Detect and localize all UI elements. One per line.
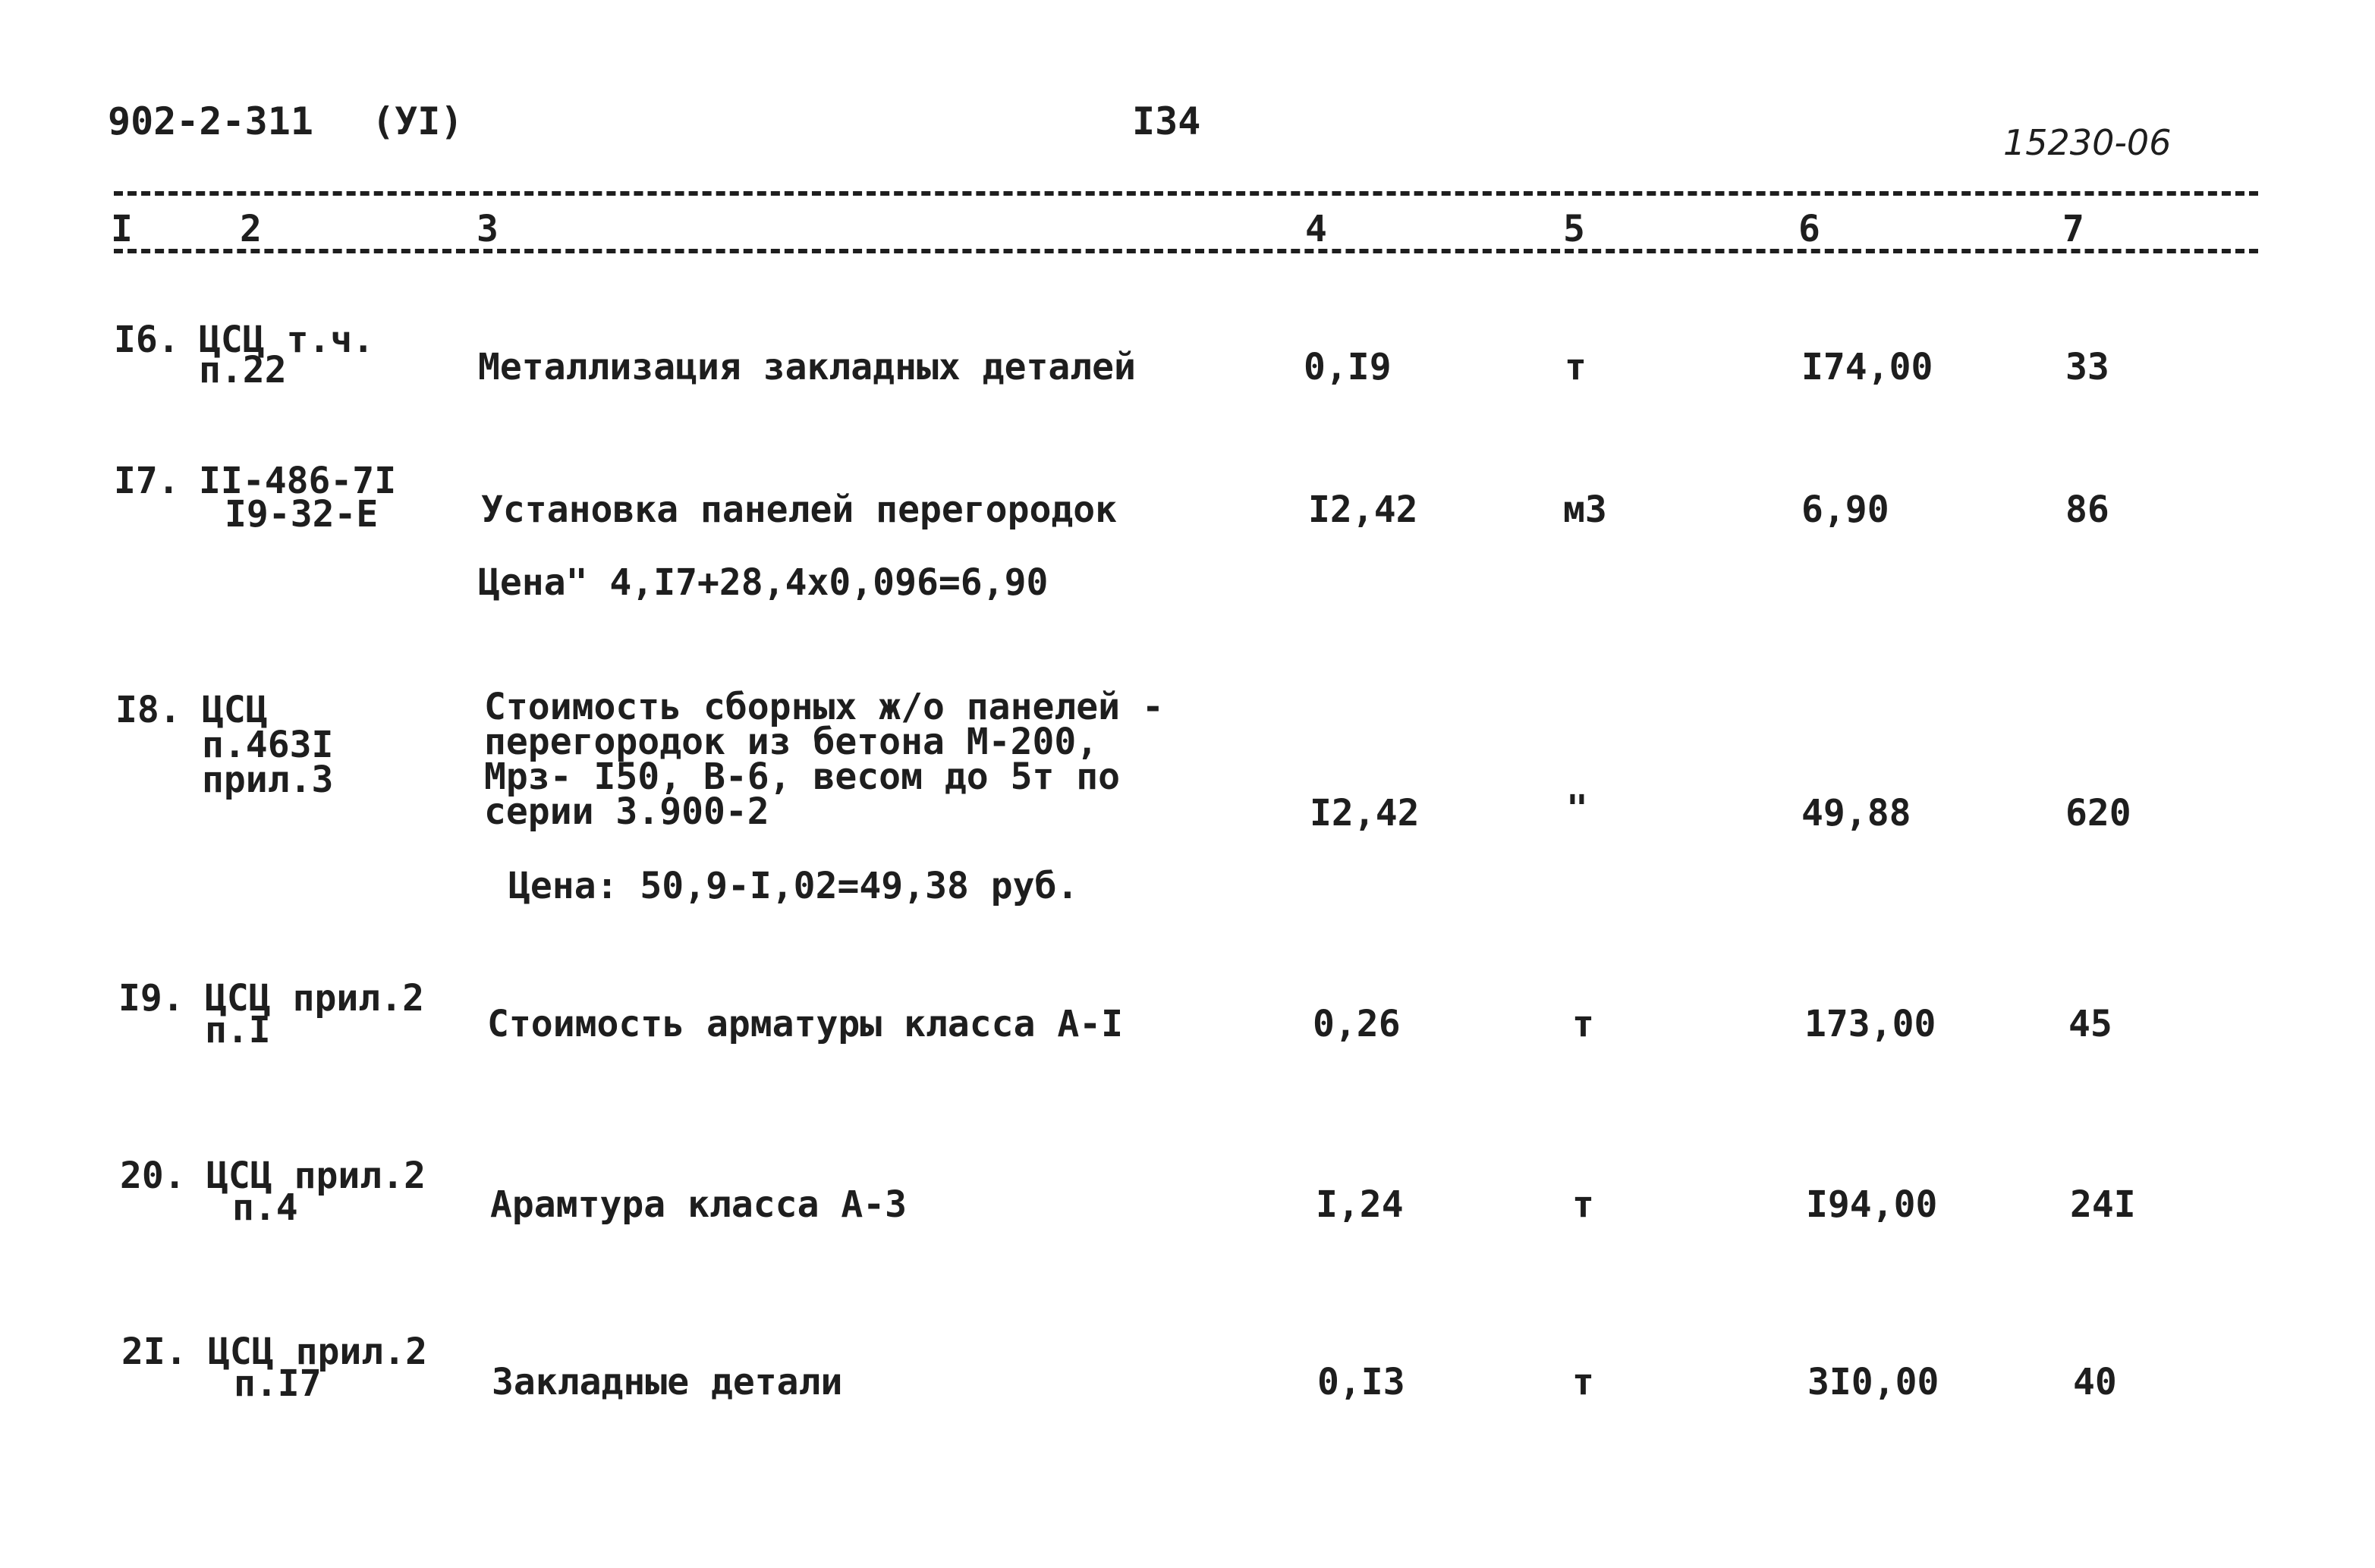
section-code: (УI) bbox=[372, 99, 464, 143]
row-unit: м3 bbox=[1563, 489, 1607, 531]
row-total: 24I bbox=[2070, 1183, 2136, 1226]
row-unit-price: 173,00 bbox=[1804, 1003, 1936, 1045]
row-description: серии 3.900-2 bbox=[484, 790, 769, 833]
row-price-note: Цена" 4,I7+28,4x0,096=6,90 bbox=[478, 561, 1049, 604]
row-number: I8. bbox=[115, 689, 181, 731]
handwritten-code: 15230-06 bbox=[2003, 122, 2172, 163]
row-quantity: 0,I3 bbox=[1317, 1361, 1405, 1403]
row-number: I9. bbox=[118, 977, 184, 1020]
row-reference: ЦСЦ прил.2 bbox=[206, 1155, 426, 1197]
column-number-5: 5 bbox=[1563, 208, 1585, 250]
row-unit: т bbox=[1565, 346, 1587, 388]
row-total: 33 bbox=[2065, 346, 2109, 388]
column-number-3: 3 bbox=[477, 208, 499, 250]
row-reference: II-486-7I bbox=[199, 460, 397, 502]
row-description: Металлизация закладных деталей bbox=[478, 346, 1136, 388]
column-number-6: 6 bbox=[1798, 208, 1820, 250]
row-unit-price: 3I0,00 bbox=[1807, 1361, 1939, 1403]
row-reference: ЦСЦ bbox=[202, 689, 268, 731]
bottom-dashed-rule bbox=[114, 249, 2258, 253]
row-unit-price: I94,00 bbox=[1806, 1183, 1938, 1226]
row-reference: I9-32-Е bbox=[225, 493, 379, 536]
row-description: Закладные детали bbox=[492, 1361, 843, 1403]
row-description: Стоимость сборных ж/о панелей - bbox=[484, 686, 1164, 728]
row-reference: прил.3 bbox=[202, 759, 334, 801]
column-number-2: 2 bbox=[240, 208, 262, 250]
column-number-7: 7 bbox=[2062, 208, 2084, 250]
row-reference: ЦСЦ т.ч. bbox=[199, 319, 375, 361]
document-code: 902-2-311 bbox=[108, 99, 313, 143]
row-total: 620 bbox=[2065, 792, 2131, 834]
row-unit-price: I74,00 bbox=[1801, 346, 1933, 388]
row-total: 86 bbox=[2065, 489, 2109, 531]
row-unit-price: 49,88 bbox=[1801, 792, 1911, 834]
row-number: I6. bbox=[114, 319, 180, 361]
row-reference: ЦСЦ прил.2 bbox=[205, 977, 424, 1020]
row-description: Арамтура класса А-3 bbox=[490, 1183, 908, 1226]
row-price-note: Цена: 50,9-I,02=49,38 руб. bbox=[508, 865, 1079, 907]
row-total: 45 bbox=[2068, 1003, 2112, 1045]
row-total: 40 bbox=[2073, 1361, 2117, 1403]
column-number-1: I bbox=[111, 208, 133, 250]
row-number: I7. bbox=[114, 460, 180, 502]
column-number-4: 4 bbox=[1305, 208, 1327, 250]
top-dashed-rule bbox=[114, 191, 2258, 196]
row-quantity: I,24 bbox=[1316, 1183, 1404, 1226]
row-quantity: 0,26 bbox=[1313, 1003, 1401, 1045]
page-number: I34 bbox=[1132, 99, 1201, 143]
row-reference: п.463I bbox=[202, 724, 334, 766]
row-description: Установка панелей перегородок bbox=[481, 489, 1118, 531]
row-unit: " bbox=[1566, 787, 1588, 830]
row-reference: п.4 bbox=[232, 1186, 298, 1229]
row-reference: ЦСЦ прил.2 bbox=[208, 1331, 427, 1373]
row-description: Стоимость арматуры класса А-I bbox=[487, 1003, 1124, 1045]
row-number: 20. bbox=[120, 1155, 186, 1197]
row-quantity: I2,42 bbox=[1308, 489, 1418, 531]
row-quantity: 0,I9 bbox=[1304, 346, 1392, 388]
row-description: Мрз- I50, В-6, весом до 5т по bbox=[484, 756, 1121, 798]
row-quantity: I2,42 bbox=[1310, 792, 1420, 834]
row-unit: т bbox=[1572, 1003, 1594, 1045]
row-reference: п.I7 bbox=[234, 1362, 322, 1405]
row-description: перегородок из бетона М-200, bbox=[484, 721, 1099, 763]
row-reference: п.I bbox=[205, 1009, 271, 1051]
row-unit: т bbox=[1572, 1361, 1594, 1403]
row-unit: т bbox=[1572, 1183, 1594, 1226]
row-number: 2I. bbox=[121, 1331, 187, 1373]
row-reference: п.22 bbox=[199, 349, 287, 391]
row-unit-price: 6,90 bbox=[1801, 489, 1889, 531]
